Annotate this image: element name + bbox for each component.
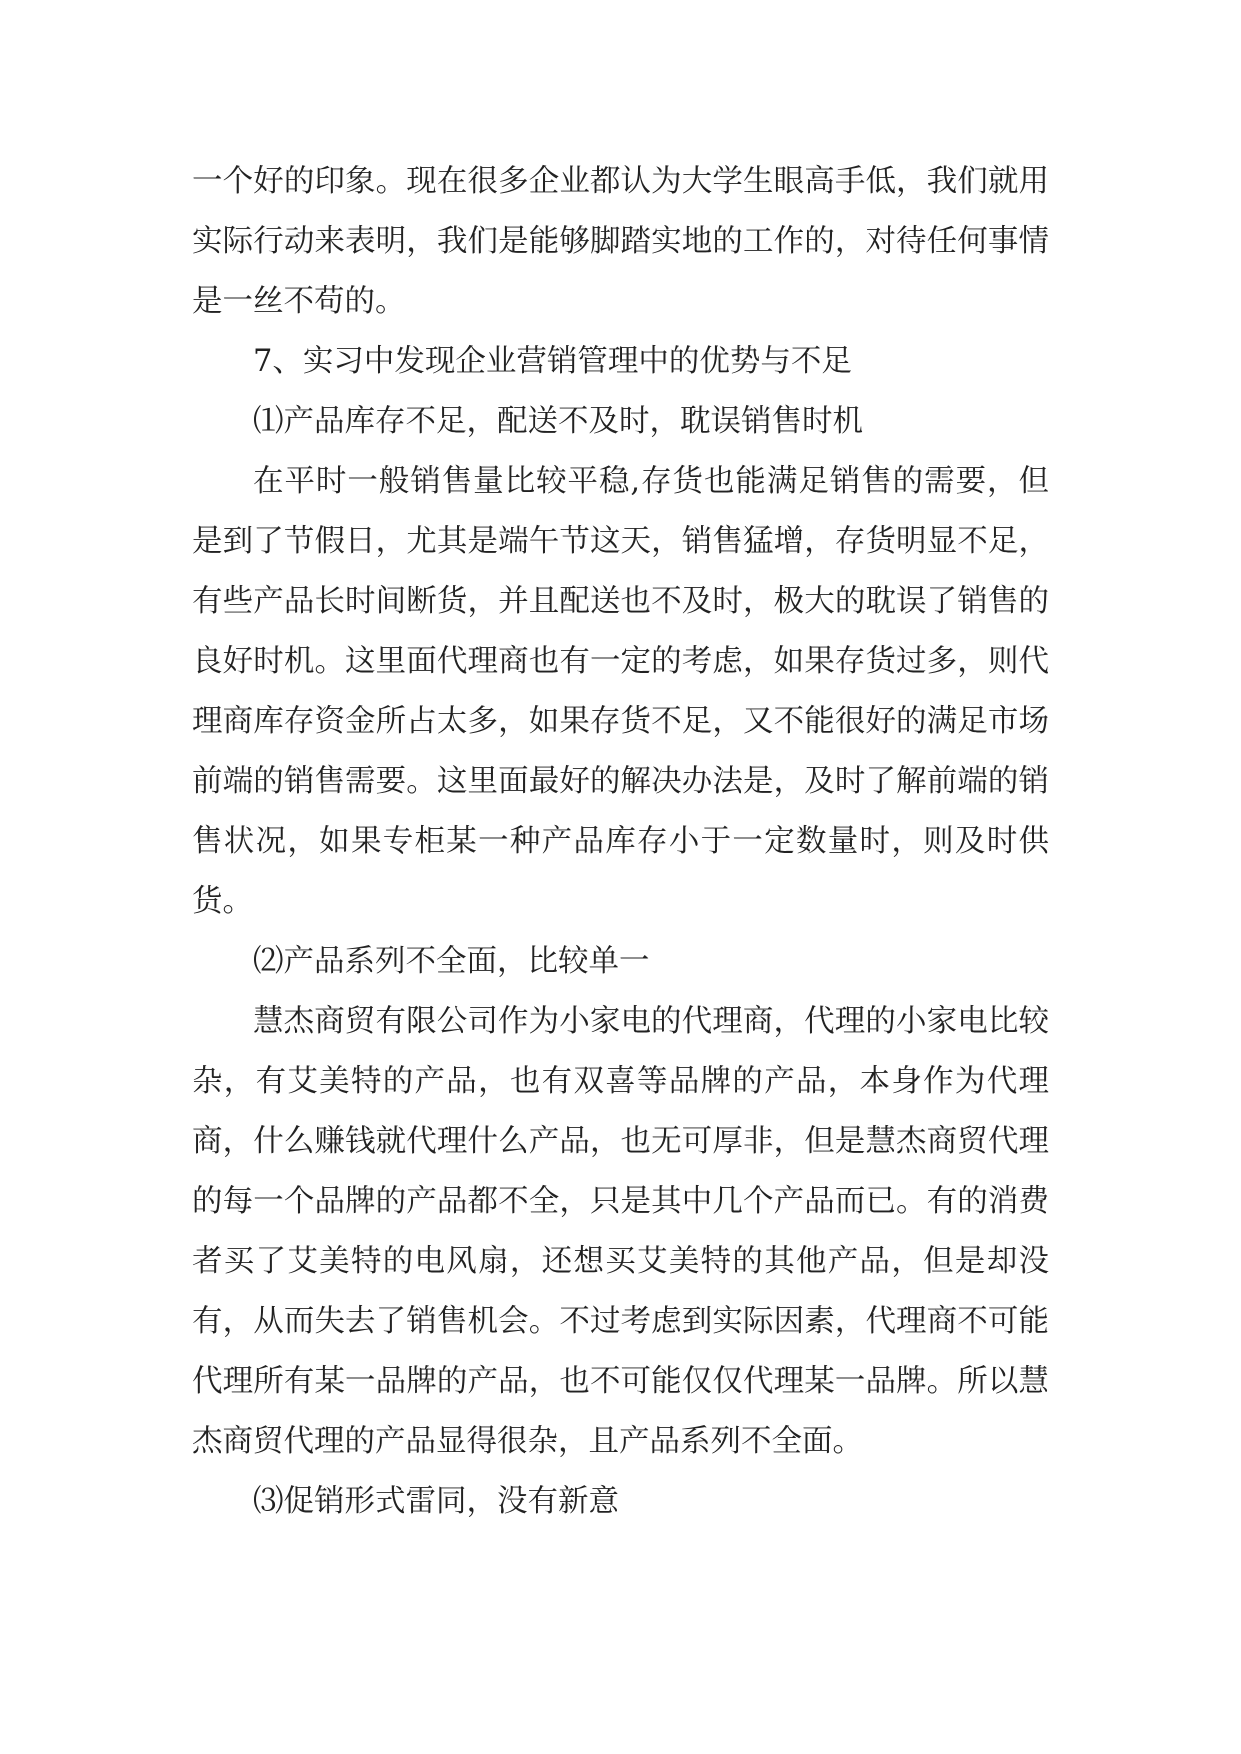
subsection-heading: ⑴产品库存不足，配送不及时，耽误销售时机: [253, 404, 863, 439]
subsection-heading: ⑶促销形式雷同，没有新意: [253, 1484, 619, 1519]
paragraph: 在平时一般销售量比较平稳,存货也能满足销售的需要，但是到了节假日，尤其是端午节这天，销售猛增，存货明显不足，有些产品长时间断货，并且配送也不及时，极大的耽误了销售的良好时机。这里面代理商也有一定的考虑，如果存货过多，则代理商库存资金所占太多，如果存货不足，又不能很好的满足市场前端的销售需要。这里面最好的解决办法是，及时了解前端的销售状况，如果专柜某一种产品库存小于一定数量时，则及时供货。: [192, 464, 1049, 919]
section-heading: 7、实习中发现企业营销管理中的优势与不足: [253, 344, 852, 379]
paragraph: 一个好的印象。现在很多企业都认为大学生眼高手低，我们就用实际行动来表明，我们是能够脚踏实地的工作的，对待任何事情是一丝不苟的。: [192, 164, 1049, 319]
body-text: [192, 152, 1049, 1532]
subsection-heading: ⑵产品系列不全面，比较单一: [253, 944, 650, 979]
paragraph: 慧杰商贸有限公司作为小家电的代理商，代理的小家电比较杂，有艾美特的产品，也有双喜等品牌的产品，本身作为代理商，什么赚钱就代理什么产品，也无可厚非，但是慧杰商贸代理的每一个品牌的产品都不全，只是其中几个产品而已。有的消费者买了艾美特的电风扇，还想买艾美特的其他产品，但是却没有，从而失去了销售机会。不过考虑到实际因素，代理商不可能代理所有某一品牌的产品，也不可能仅仅代理某一品牌。所以慧杰商贸代理的产品显得很杂，且产品系列不全面。: [192, 1004, 1049, 1459]
